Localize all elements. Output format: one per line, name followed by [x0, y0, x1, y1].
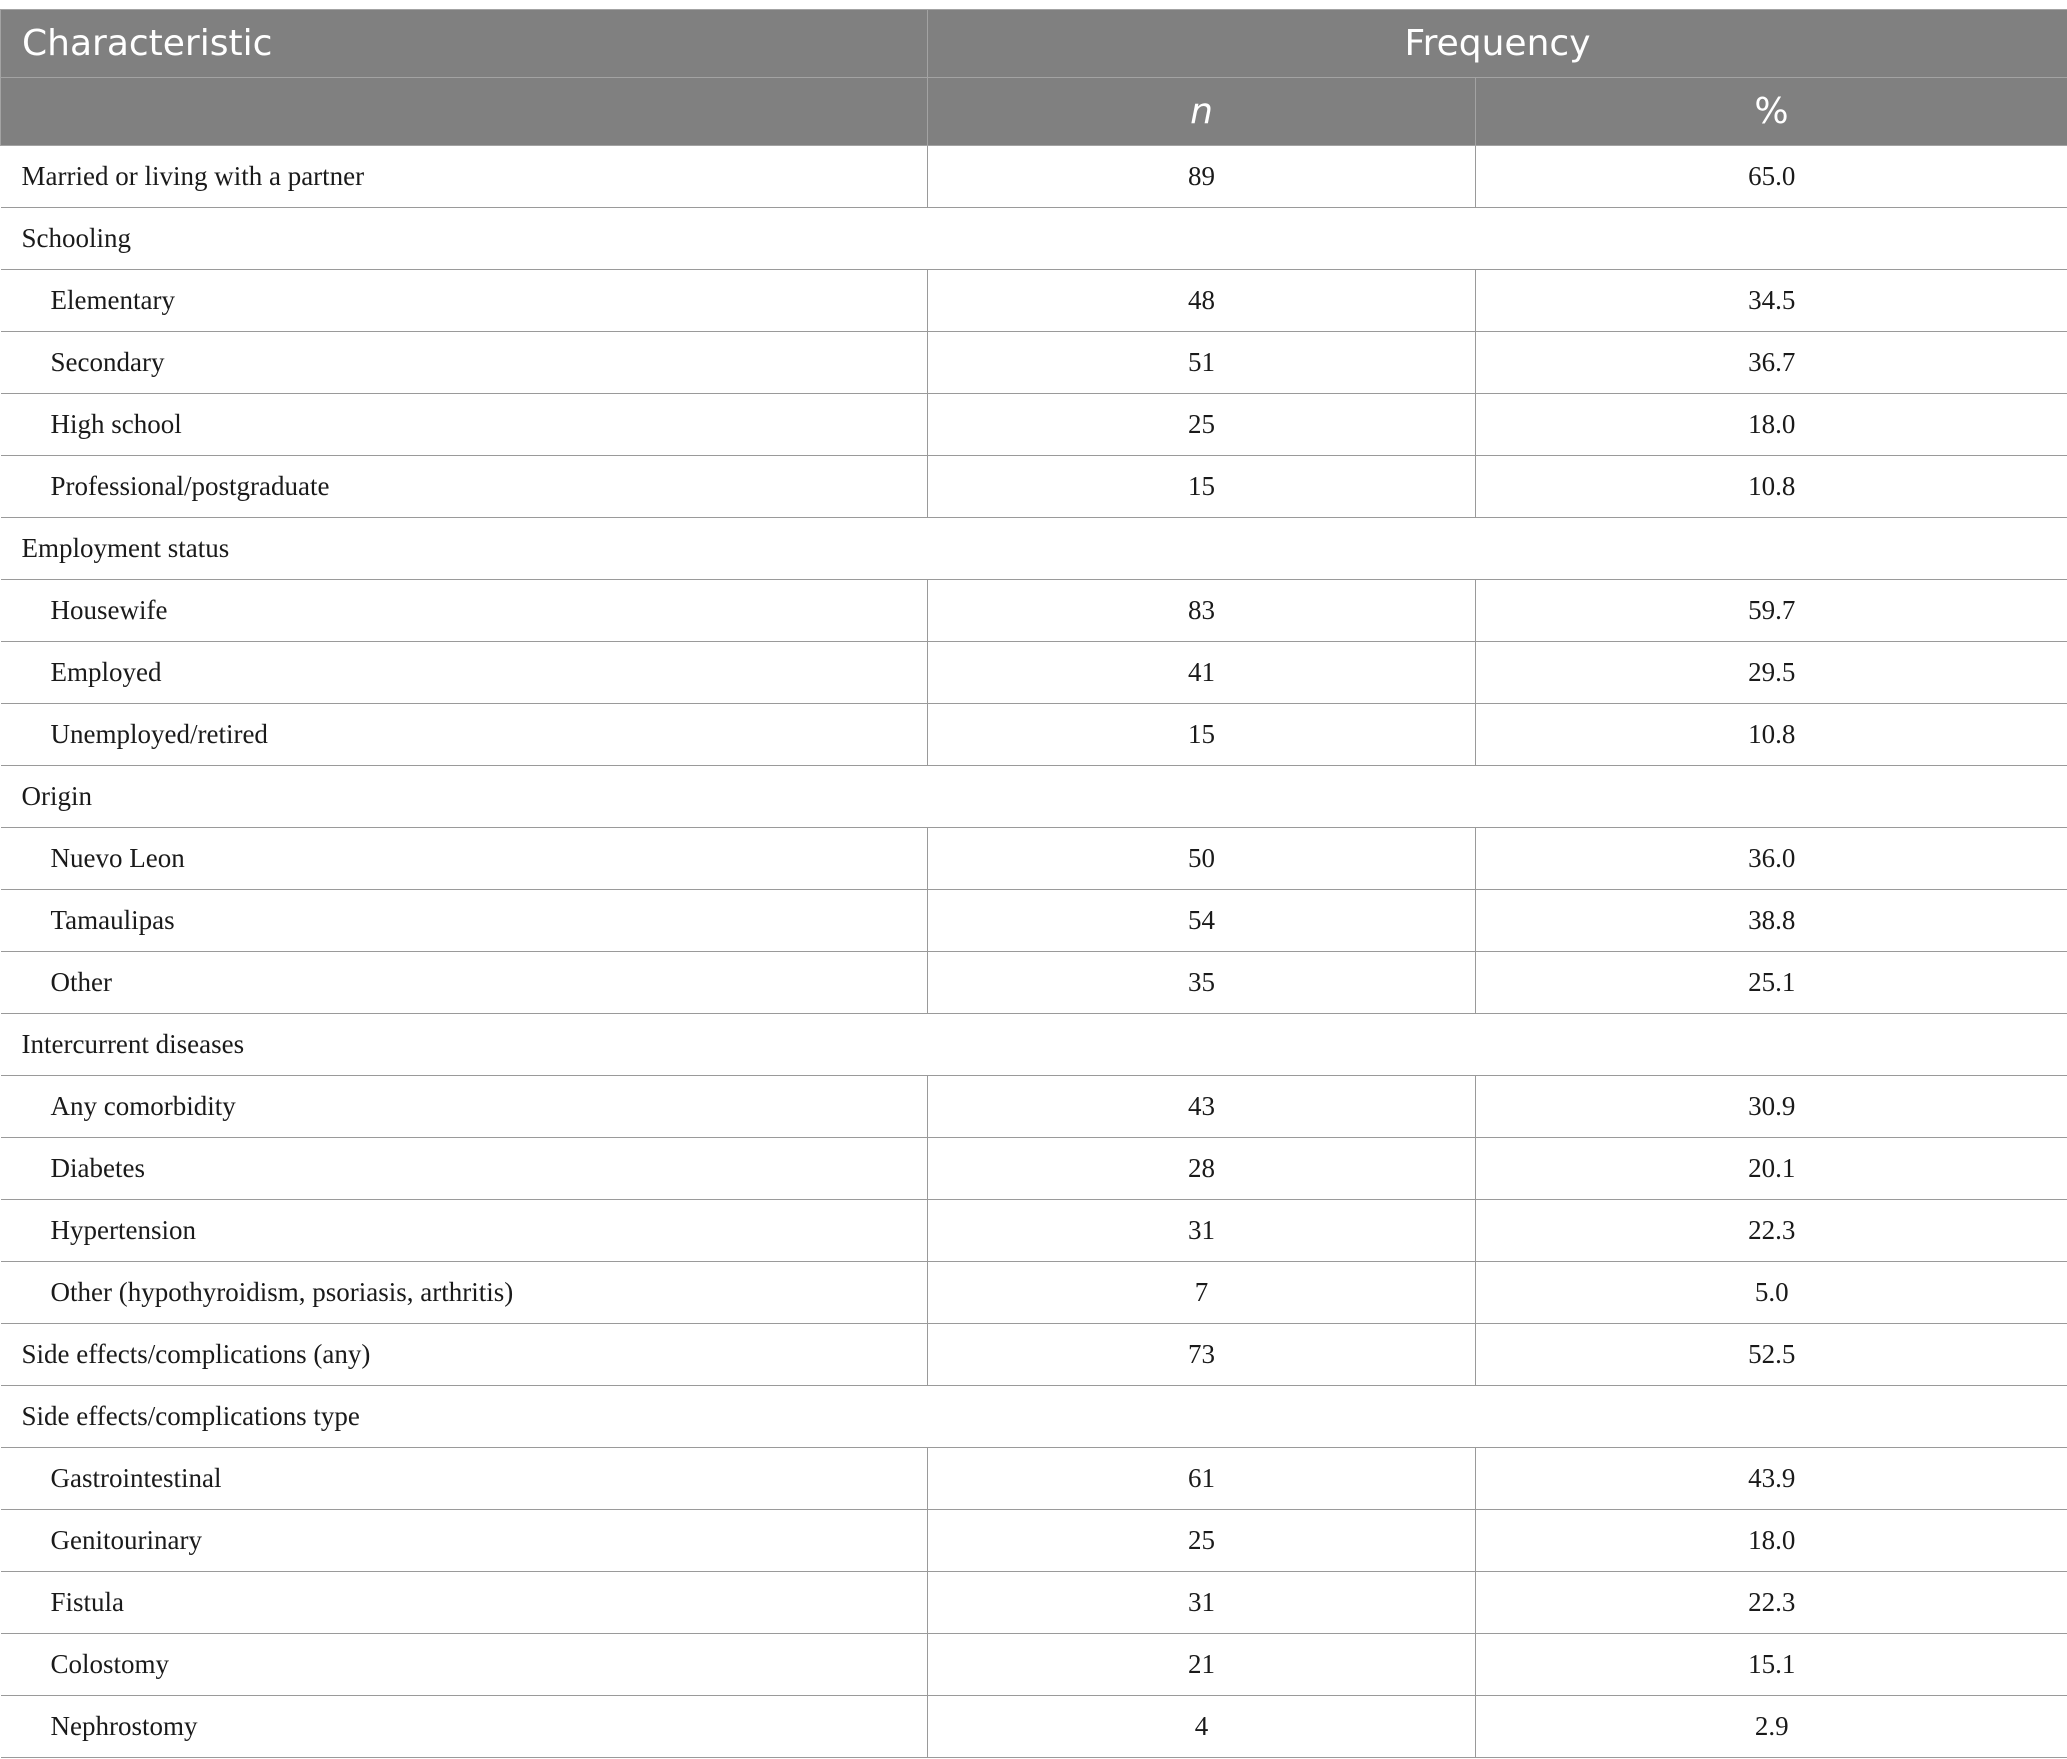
- row-label: Gastrointestinal: [1, 1448, 928, 1510]
- section-label: Employment status: [1, 518, 2067, 580]
- header-frequency: Frequency: [928, 10, 2067, 78]
- table-row: [1, 1138, 2067, 1200]
- row-percent-value: 59.7: [1476, 580, 2067, 642]
- section-row: [1, 1014, 2067, 1076]
- row-label: High school: [1, 394, 928, 456]
- row-percent-value: 20.1: [1476, 1138, 2067, 1200]
- table-row: [1, 1324, 2067, 1386]
- row-label: Secondary: [1, 332, 928, 394]
- row-n-value: 48: [928, 270, 1476, 332]
- row-n-value: 28: [928, 1138, 1476, 1200]
- table-row: [1, 332, 2067, 394]
- row-n-value: 73: [928, 1324, 1476, 1386]
- row-label: Married or living with a partner: [1, 146, 928, 208]
- section-label: Intercurrent diseases: [1, 1014, 2067, 1076]
- table-row: [1, 1076, 2067, 1138]
- row-n-value: 7: [928, 1262, 1476, 1324]
- table-row: [1, 1572, 2067, 1634]
- frequency-table: [0, 9, 2067, 1758]
- row-label: Diabetes: [1, 1138, 928, 1200]
- table-row: [1, 642, 2067, 704]
- row-label: Genitourinary: [1, 1510, 928, 1572]
- table-row: [1, 1634, 2067, 1696]
- row-label: Nephrostomy: [1, 1696, 928, 1758]
- row-label: Housewife: [1, 580, 928, 642]
- section-label: Schooling: [1, 208, 2067, 270]
- header-row-top: [1, 10, 2067, 78]
- row-percent-value: 36.0: [1476, 828, 2067, 890]
- row-label: Nuevo Leon: [1, 828, 928, 890]
- row-n-value: 25: [928, 394, 1476, 456]
- table-row: [1, 1200, 2067, 1262]
- table-row: [1, 890, 2067, 952]
- row-label: Other: [1, 952, 928, 1014]
- row-n-value: 4: [928, 1696, 1476, 1758]
- header-blank-cell: [1, 78, 928, 146]
- table-row: [1, 146, 2067, 208]
- row-percent-value: 30.9: [1476, 1076, 2067, 1138]
- row-n-value: 25: [928, 1510, 1476, 1572]
- header-row-sub: [1, 78, 2067, 146]
- table-header: [1, 10, 2067, 146]
- row-label: Elementary: [1, 270, 928, 332]
- row-percent-value: 18.0: [1476, 394, 2067, 456]
- row-percent-value: 65.0: [1476, 146, 2067, 208]
- table-row: [1, 580, 2067, 642]
- row-n-value: 41: [928, 642, 1476, 704]
- row-label: Any comorbidity: [1, 1076, 928, 1138]
- row-n-value: 50: [928, 828, 1476, 890]
- row-percent-value: 38.8: [1476, 890, 2067, 952]
- header-n: n: [928, 78, 1476, 146]
- row-percent-value: 29.5: [1476, 642, 2067, 704]
- row-label: Tamaulipas: [1, 890, 928, 952]
- row-n-value: 35: [928, 952, 1476, 1014]
- table-row: [1, 1696, 2067, 1758]
- table-row: [1, 1262, 2067, 1324]
- row-percent-value: 10.8: [1476, 456, 2067, 518]
- section-row: [1, 766, 2067, 828]
- row-n-value: 83: [928, 580, 1476, 642]
- table-body: [1, 146, 2067, 1758]
- row-n-value: 54: [928, 890, 1476, 952]
- row-percent-value: 22.3: [1476, 1572, 2067, 1634]
- row-n-value: 61: [928, 1448, 1476, 1510]
- row-n-value: 21: [928, 1634, 1476, 1696]
- row-percent-value: 10.8: [1476, 704, 2067, 766]
- table-row: [1, 952, 2067, 1014]
- table-row: [1, 704, 2067, 766]
- row-percent-value: 22.3: [1476, 1200, 2067, 1262]
- row-label: Other (hypothyroidism, psoriasis, arthritis): [1, 1262, 928, 1324]
- row-label: Colostomy: [1, 1634, 928, 1696]
- table-row: [1, 1448, 2067, 1510]
- table-row: [1, 270, 2067, 332]
- table-row: [1, 828, 2067, 890]
- row-percent-value: 2.9: [1476, 1696, 2067, 1758]
- row-n-value: 43: [928, 1076, 1476, 1138]
- row-percent-value: 43.9: [1476, 1448, 2067, 1510]
- row-label: Side effects/complications (any): [1, 1324, 928, 1386]
- table-row: [1, 1510, 2067, 1572]
- row-label: Professional/postgraduate: [1, 456, 928, 518]
- section-row: [1, 1386, 2067, 1448]
- row-percent-value: 34.5: [1476, 270, 2067, 332]
- section-label: Side effects/complications type: [1, 1386, 2067, 1448]
- row-percent-value: 5.0: [1476, 1262, 2067, 1324]
- row-n-value: 15: [928, 704, 1476, 766]
- row-percent-value: 15.1: [1476, 1634, 2067, 1696]
- row-n-value: 31: [928, 1200, 1476, 1262]
- table-row: [1, 394, 2067, 456]
- row-percent-value: 18.0: [1476, 1510, 2067, 1572]
- row-percent-value: 36.7: [1476, 332, 2067, 394]
- row-n-value: 15: [928, 456, 1476, 518]
- header-characteristic: Characteristic: [1, 10, 928, 78]
- section-label: Origin: [1, 766, 2067, 828]
- row-n-value: 51: [928, 332, 1476, 394]
- table-row: [1, 456, 2067, 518]
- row-percent-value: 25.1: [1476, 952, 2067, 1014]
- row-label: Fistula: [1, 1572, 928, 1634]
- row-label: Employed: [1, 642, 928, 704]
- header-percent: %: [1476, 78, 2067, 146]
- row-n-value: 31: [928, 1572, 1476, 1634]
- section-row: [1, 208, 2067, 270]
- row-percent-value: 52.5: [1476, 1324, 2067, 1386]
- row-label: Unemployed/retired: [1, 704, 928, 766]
- row-n-value: 89: [928, 146, 1476, 208]
- section-row: [1, 518, 2067, 580]
- row-label: Hypertension: [1, 1200, 928, 1262]
